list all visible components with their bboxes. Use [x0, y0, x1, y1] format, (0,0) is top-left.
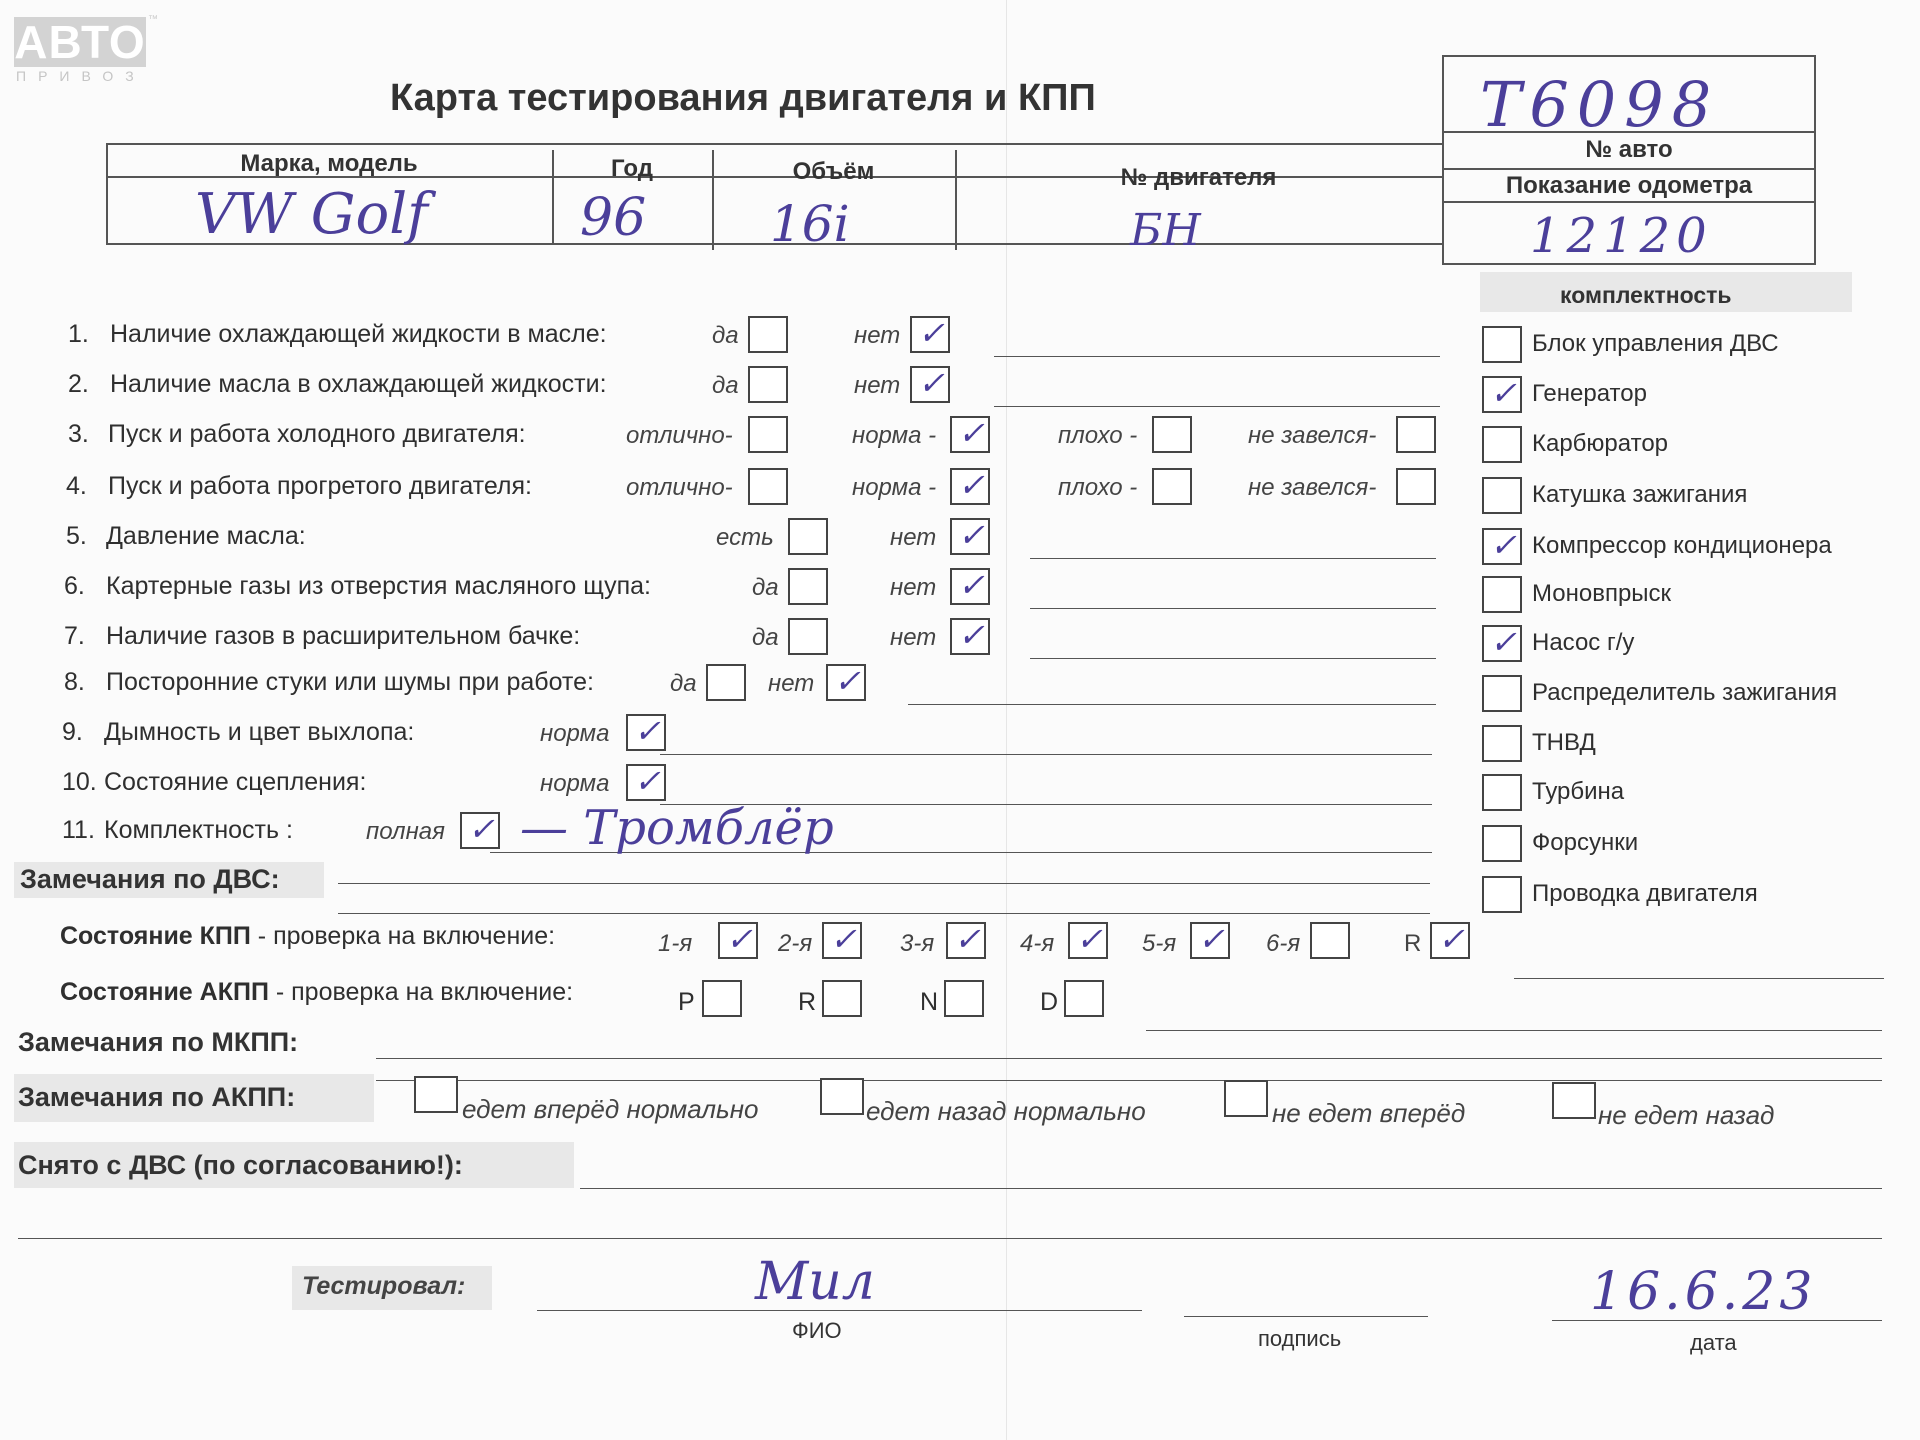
gear-checkbox-mark: ✓: [1198, 920, 1225, 958]
akpp-mode-label: D: [1040, 988, 1059, 1016]
sign-caption: подпись: [1258, 1326, 1342, 1351]
kit-title: комплектность: [1560, 282, 1732, 308]
kit-item-label: Карбюратор: [1532, 430, 1669, 457]
check-option-o2: нет: [768, 670, 815, 697]
kit-checkbox[interactable]: [1482, 426, 1522, 463]
gear-checkbox[interactable]: [1310, 922, 1350, 959]
date-caption: дата: [1690, 1330, 1737, 1355]
check-number: 4.: [66, 472, 87, 500]
check-checkbox[interactable]: [1152, 468, 1192, 505]
check-option-o1: есть: [716, 524, 774, 551]
check-checkbox[interactable]: [788, 568, 828, 605]
kit-item-label: Распределитель зажигания: [1532, 679, 1838, 706]
check-option-o4: не завелся-: [1248, 474, 1377, 501]
kit-item-label: Проводка двигателя: [1532, 880, 1758, 907]
fill-line: [338, 913, 1430, 914]
col-header-model: Марка, модель: [240, 150, 418, 177]
check-number: 5.: [66, 522, 87, 550]
kit-checkbox[interactable]: [1482, 477, 1522, 514]
check-number: 9.: [62, 718, 83, 746]
table-top-line: [106, 143, 1443, 145]
check-checkbox[interactable]: [1152, 416, 1192, 453]
akpp-mode-label: R: [798, 988, 817, 1016]
akpp-option-label: едет назад нормально: [866, 1096, 1146, 1126]
fill-line: [1030, 608, 1436, 609]
akpp-option-checkbox[interactable]: [1552, 1082, 1596, 1119]
check-number: 10.: [62, 768, 97, 796]
akpp-mode-checkbox[interactable]: [822, 980, 862, 1017]
fill-line: [376, 1080, 1882, 1081]
table-border: [1442, 201, 1816, 203]
check-option-o2: нет: [854, 322, 901, 349]
kit-item-label: Форсунки: [1532, 829, 1639, 856]
odometer-value: 12120: [1530, 208, 1713, 264]
check-checkbox[interactable]: [748, 468, 788, 505]
fill-line: [1030, 658, 1436, 659]
check-option-o1: да: [712, 372, 739, 399]
check-option-o2: нет: [890, 574, 937, 601]
logo: [14, 17, 146, 67]
akpp-mode-label: N: [920, 988, 939, 1016]
check-option-o2: норма -: [852, 474, 937, 501]
auto-number-label: № авто: [1585, 136, 1673, 163]
kit-check-mark: ✓: [1490, 526, 1517, 564]
check-label: Пуск и работа холодного двигателя:: [108, 420, 526, 448]
kit-checkbox[interactable]: [1482, 876, 1522, 913]
logo-text: АВТО: [14, 16, 146, 68]
check-option-o1: отлично-: [626, 474, 733, 501]
logo-trademark: ™: [148, 14, 158, 25]
table-border: [1442, 168, 1816, 170]
check-option-o1: отлично-: [626, 422, 733, 449]
fill-line: [18, 1238, 1882, 1239]
check-checkbox-mark: ✓: [918, 364, 945, 402]
check-checkbox[interactable]: [748, 416, 788, 453]
check-checkbox-mark: ✓: [958, 516, 985, 554]
fill-line: [580, 1188, 1882, 1189]
check-checkbox-mark: ✓: [634, 762, 661, 800]
kpp-label-rest: - проверка на включение:: [250, 922, 556, 950]
akpp-mode-checkbox[interactable]: [702, 980, 742, 1017]
check-option-o1: да: [712, 322, 739, 349]
akpp-option-checkbox[interactable]: [414, 1076, 458, 1113]
fill-line: [994, 356, 1440, 357]
check-checkbox-mark: ✓: [958, 566, 985, 604]
fill-line: [1030, 558, 1436, 559]
akpp-mode-checkbox[interactable]: [1064, 980, 1104, 1017]
check-checkbox-mark: ✓: [834, 662, 861, 700]
check-option-o1: да: [752, 574, 779, 601]
akpp-mode-label: P: [678, 988, 695, 1016]
check-note: — Тромблёр: [520, 800, 834, 856]
check-number: 7.: [64, 622, 85, 650]
check-label: Наличие газов в расширительном бачке:: [106, 622, 581, 650]
odometer-label: Показание одометра: [1505, 172, 1753, 199]
kit-item-label: Катушка зажигания: [1532, 481, 1748, 508]
check-option-o2: нет: [890, 624, 937, 651]
check-option-o1: полная: [366, 818, 445, 845]
check-option-o1: да: [752, 624, 779, 651]
akpp-option-checkbox[interactable]: [820, 1078, 864, 1115]
kit-item-label: Компрессор кондиционера: [1532, 532, 1832, 559]
check-checkbox-mark: ✓: [958, 466, 985, 504]
check-option-o1: норма: [540, 720, 610, 747]
page-fold: [1006, 0, 1007, 1440]
check-label: Комплектность :: [104, 816, 293, 844]
check-checkbox[interactable]: [1396, 468, 1436, 505]
gear-checkbox-mark: ✓: [954, 920, 981, 958]
check-checkbox-mark: ✓: [634, 712, 661, 750]
kit-checkbox[interactable]: [1482, 825, 1522, 862]
gear-checkbox-mark: ✓: [726, 920, 753, 958]
check-number: 2.: [68, 370, 89, 398]
kit-checkbox[interactable]: [1482, 675, 1522, 712]
gear-label: 5-я: [1142, 930, 1177, 957]
check-option-o3: плохо -: [1058, 474, 1138, 501]
gear-label: 2-я: [778, 930, 813, 957]
check-label: Давление масла:: [106, 522, 306, 550]
check-checkbox-mark: ✓: [468, 810, 495, 848]
remarks-dvs-label: Замечания по ДВС:: [20, 864, 280, 894]
check-checkbox[interactable]: [788, 618, 828, 655]
gear-label: 1-я: [658, 930, 693, 957]
check-checkbox[interactable]: [748, 366, 788, 403]
fill-line: [1146, 1030, 1882, 1031]
kpp-label: [60, 922, 555, 951]
kit-check-mark: ✓: [1490, 623, 1517, 661]
akpp-mode-checkbox[interactable]: [944, 980, 984, 1017]
check-checkbox[interactable]: [788, 518, 828, 555]
col-header-volume: Объём: [792, 158, 875, 185]
removed-label: Снято с ДВС (по согласованию!):: [18, 1150, 463, 1180]
kit-item-label: Моновпрыск: [1532, 580, 1672, 607]
table-border: [1814, 55, 1816, 265]
gear-label: 6-я: [1266, 930, 1301, 957]
kpp-label-bold: Состояние КПП: [60, 922, 251, 950]
col-header-engine-number: № двигателя: [1120, 164, 1277, 191]
check-label: Пуск и работа прогретого двигателя:: [108, 472, 532, 500]
kit-checkbox[interactable]: [1482, 576, 1522, 613]
check-option-o1: да: [670, 670, 697, 697]
engine-number-value: БН: [1130, 205, 1201, 256]
gear-checkbox-mark: ✓: [830, 920, 857, 958]
akpp-label-rest: - проверка на включение:: [268, 978, 574, 1006]
check-option-o2: нет: [890, 524, 937, 551]
check-number: 6.: [64, 572, 85, 600]
kit-checkbox[interactable]: [1482, 774, 1522, 811]
fill-line: [1514, 978, 1884, 979]
fill-line: [908, 704, 1436, 705]
check-option-o4: не завелся-: [1248, 422, 1377, 449]
kit-item-label: Блок управления ДВС: [1532, 330, 1779, 357]
akpp-option-label: не едет вперёд: [1272, 1098, 1466, 1128]
remarks-akpp-label: Замечания по АКПП:: [18, 1082, 296, 1112]
fill-line: [376, 1058, 1882, 1059]
kit-item-label: ТНВД: [1532, 729, 1596, 756]
kit-item-label: Насос г/у: [1532, 629, 1635, 656]
kit-item-label: Турбина: [1532, 778, 1625, 805]
check-label: Наличие масла в охлаждающей жидкости:: [110, 370, 607, 398]
check-number: 11.: [62, 816, 95, 844]
logo-subtitle: ПРИВОЗ: [16, 68, 146, 84]
gear-checkbox-mark: ✓: [1076, 920, 1103, 958]
col-header-year: Год: [611, 155, 653, 182]
fio-value: Мил: [755, 1252, 875, 1312]
gear-label: 4-я: [1020, 930, 1055, 957]
fill-line: [994, 406, 1440, 407]
check-label: Посторонние стуки или шумы при работе:: [106, 668, 594, 696]
check-label: Дымность и цвет выхлопа:: [104, 718, 415, 746]
remarks-mkpp-label: Замечания по МКПП:: [18, 1027, 299, 1057]
check-number: 8.: [64, 668, 85, 696]
check-checkbox[interactable]: [706, 664, 746, 701]
kit-checkbox[interactable]: [1482, 326, 1522, 363]
table-border: [1442, 55, 1816, 57]
check-option-o3: плохо -: [1058, 422, 1138, 449]
check-checkbox[interactable]: [748, 316, 788, 353]
gear-checkbox-mark: ✓: [1438, 920, 1465, 958]
akpp-option-checkbox[interactable]: [1224, 1080, 1268, 1117]
check-number: 3.: [68, 420, 89, 448]
auto-number-value: Т6098: [1480, 68, 1720, 141]
check-checkbox-mark: ✓: [918, 314, 945, 352]
check-label: Наличие охлаждающей жидкости в масле:: [110, 320, 607, 348]
gear-label: R: [1404, 930, 1422, 957]
gear-label: 3-я: [900, 930, 935, 957]
check-option-o2: норма -: [852, 422, 937, 449]
akpp-label: [60, 978, 573, 1007]
kit-checkbox[interactable]: [1482, 725, 1522, 762]
akpp-option-label: не едет назад: [1598, 1100, 1775, 1130]
check-checkbox[interactable]: [1396, 416, 1436, 453]
fio-caption: ФИО: [792, 1318, 842, 1343]
check-label: Состояние сцепления:: [104, 768, 367, 796]
model-value: VW Golf: [195, 182, 428, 247]
fill-line: [660, 754, 1432, 755]
date-value: 16.6.23: [1590, 1262, 1817, 1322]
fill-line: [338, 883, 1430, 884]
sign-line: [1184, 1316, 1428, 1317]
kit-check-mark: ✓: [1490, 374, 1517, 412]
volume-value: 16i: [770, 195, 850, 253]
check-option-o1: норма: [540, 770, 610, 797]
page-title: Карта тестирования двигателя и КПП: [390, 77, 1096, 119]
check-checkbox-mark: ✓: [958, 414, 985, 452]
tested-label: Тестировал:: [302, 1272, 466, 1300]
akpp-label-bold: Состояние АКПП: [60, 978, 269, 1006]
check-number: 1.: [68, 320, 89, 348]
kit-item-label: Генератор: [1532, 380, 1647, 407]
check-option-o2: нет: [854, 372, 901, 399]
check-checkbox-mark: ✓: [958, 616, 985, 654]
year-value: 96: [580, 188, 647, 248]
check-label: Картерные газы из отверстия масляного щупа:: [106, 572, 651, 600]
akpp-option-label: едет вперёд нормально: [462, 1094, 759, 1124]
